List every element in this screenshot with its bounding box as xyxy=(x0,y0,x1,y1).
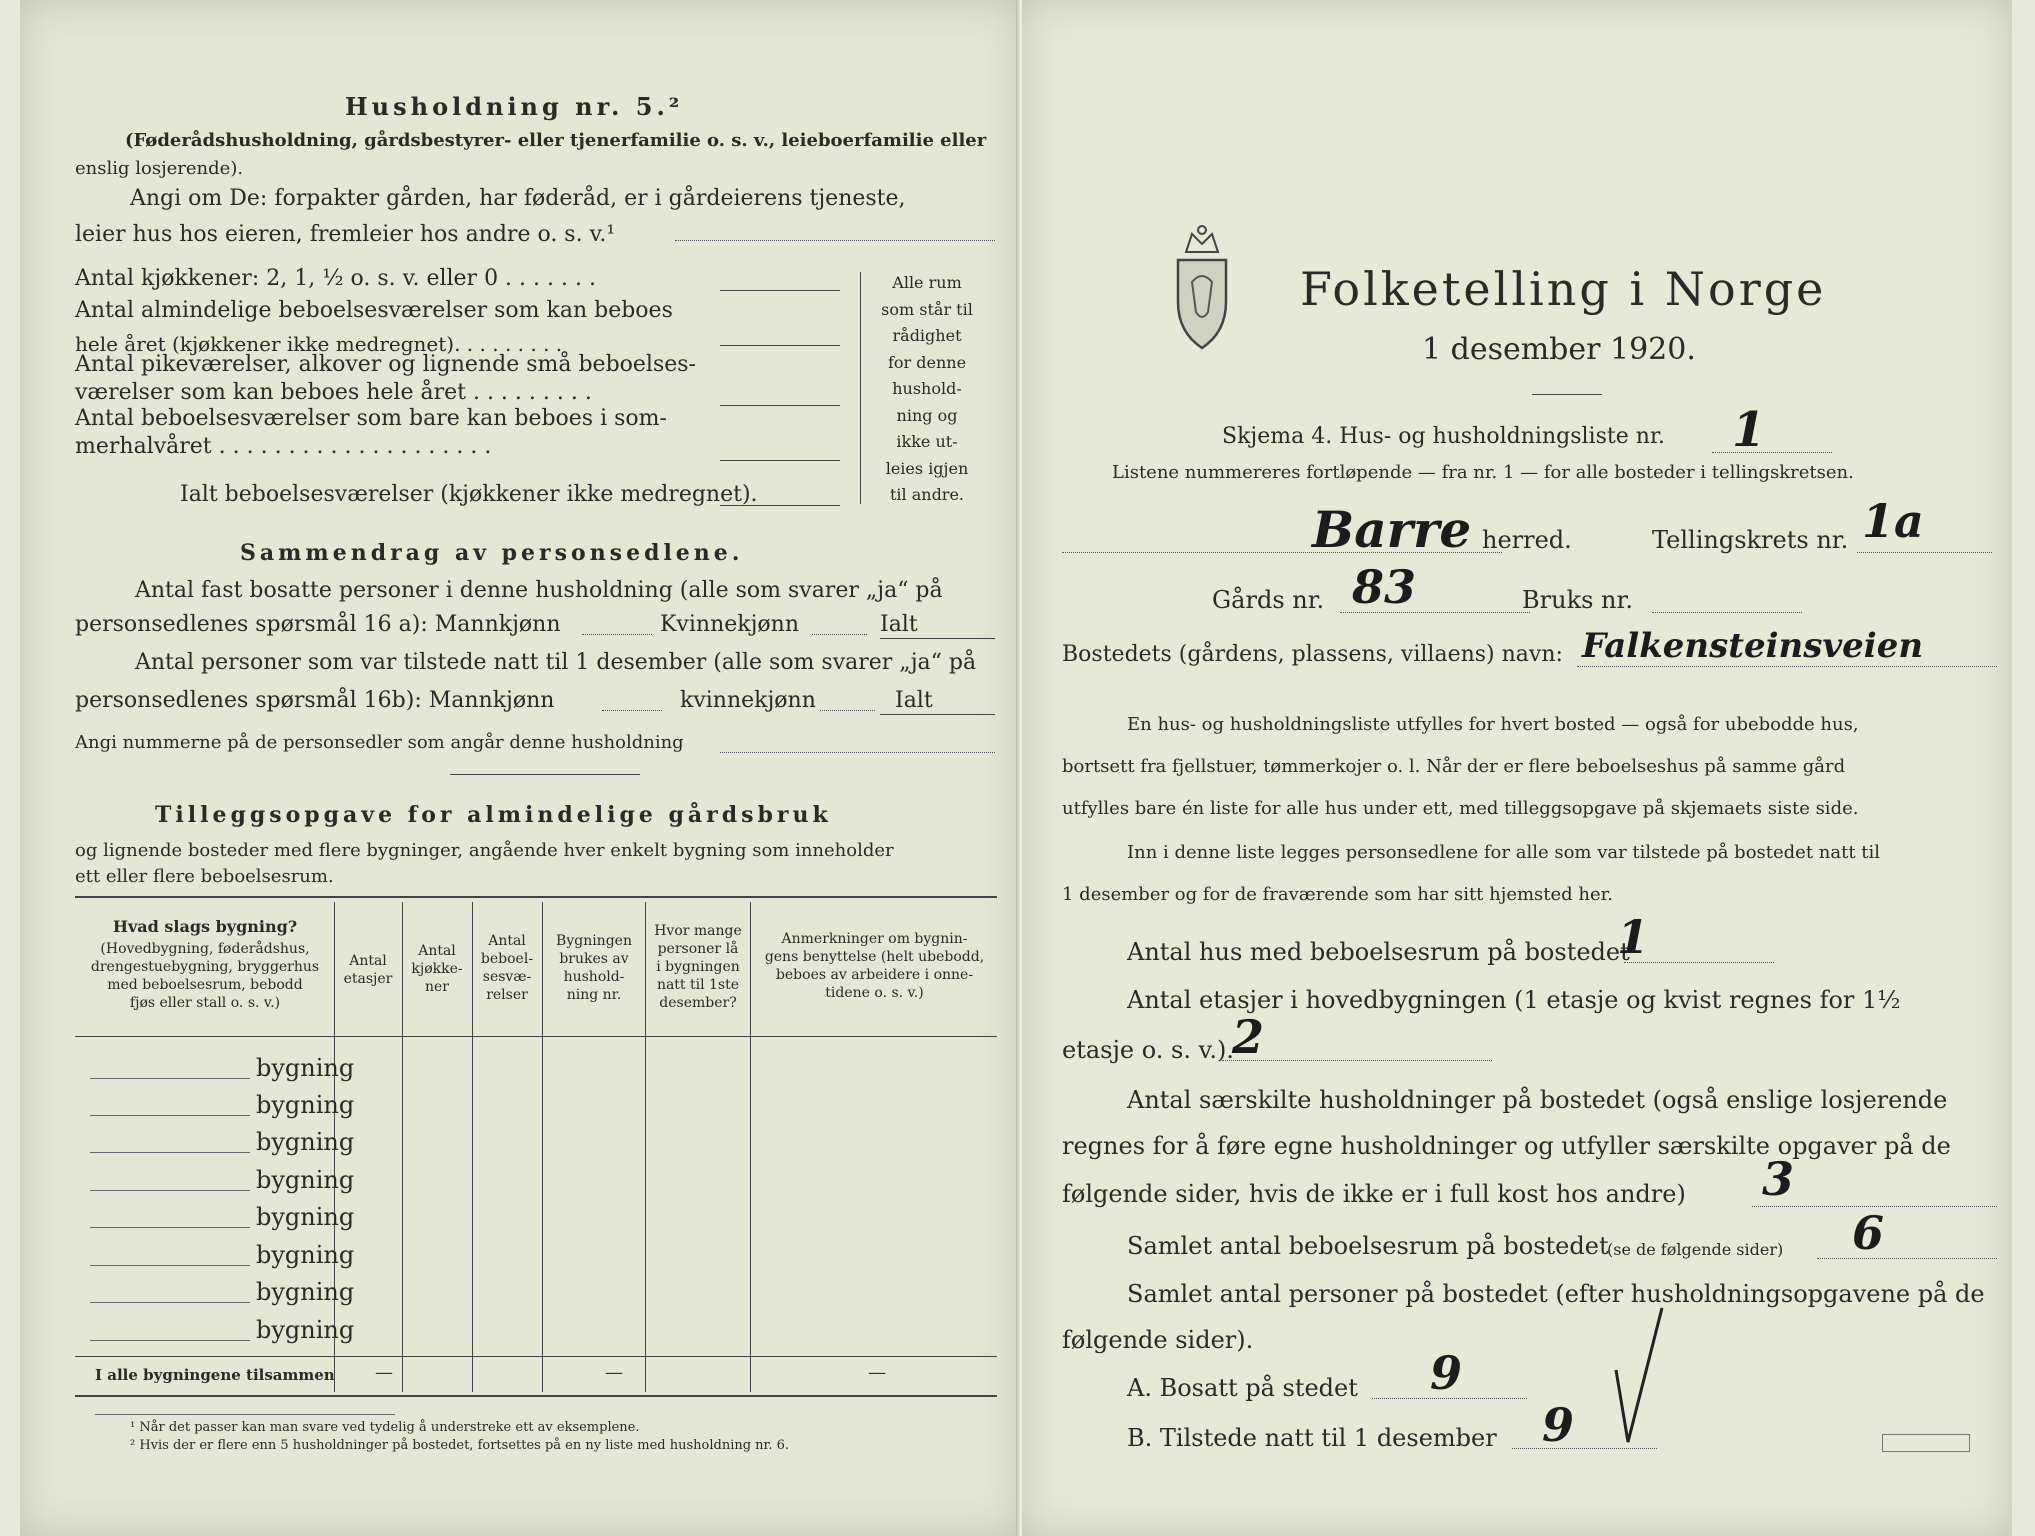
table-row: bygning xyxy=(256,1241,355,1269)
header-rooms: Antal beboel- sesvæ- relser xyxy=(480,933,534,1003)
herred-label: herred. xyxy=(1482,526,1572,554)
maid-rooms-label-1: Antal pikeværelser, alkover og lignende små beboelses- xyxy=(75,352,696,377)
houses-value: 1 xyxy=(1617,910,1650,964)
present-2: personsedlenes spørsmål 16b): Mannkjønn xyxy=(75,688,555,713)
header-remarks: Anmerkninger om bygnin- gens benyttelse (helt ubebodd, beboes av arbeidere i onne- tidene o. s. v.) xyxy=(764,931,985,1001)
bruks-label: Bruks nr. xyxy=(1522,586,1633,614)
resident-value: 9 xyxy=(1430,1346,1463,1400)
numbering-note: Listene nummereres fortløpende — fra nr. 1 — for alle bosteder i tellingskretsen. xyxy=(1112,462,1854,483)
present-1: Antal personer som var tilstede natt til 1 desember (alle som svarer „ja“ på xyxy=(135,650,977,675)
instruction-3: utfylles bare én liste for alle hus under ett, med tilleggsopgave på skjemaets siste side. xyxy=(1062,798,1859,819)
table-row: bygning xyxy=(256,1278,355,1306)
rooms-total-value: 6 xyxy=(1852,1206,1885,1260)
angi-answer-line xyxy=(675,240,995,241)
household-subtitle-1: (Føderådshusholdning, gårdsbestyrer- eller tjenerfamilie o. s. v., leieboerfamilie eller xyxy=(125,130,987,151)
present-value: 9 xyxy=(1542,1398,1575,1452)
table-row: bygning xyxy=(256,1316,355,1344)
krets-label: Tellingskrets nr. xyxy=(1652,526,1849,554)
total-dash: — xyxy=(605,1362,623,1383)
households-label-1: Antal særskilte husholdninger på bostedet (også enslige losjerende xyxy=(1127,1086,1948,1114)
instruction-5: 1 desember og for de fraværende som har sitt hjemsted her. xyxy=(1062,884,1613,905)
header-floors: Antal etasjer xyxy=(343,953,393,987)
schema-label: Skjema 4. Hus- og husholdningsliste nr. xyxy=(1222,424,1665,449)
houses-label: Antal hus med beboelsesrum på bostedet xyxy=(1127,938,1630,966)
census-date: 1 desember 1920. xyxy=(1422,332,1696,367)
footnote-2: ² Hvis der er flere enn 5 husholdninger på bostedet, fortsettes på en ny liste med husholdning nr. 6. xyxy=(130,1438,790,1453)
table-row: bygning xyxy=(256,1166,355,1194)
rooms-total-note: (se de følgende sider) xyxy=(1607,1240,1784,1259)
maid-rooms-label-2: værelser som kan beboes hele året . . . . . . . . . xyxy=(75,380,592,405)
question-angi-2: leier hus hos eieren, fremleier hos andre o. s. v.¹ xyxy=(75,222,616,247)
numbers-note: Angi nummerne på de personsedler som angår denne husholdning xyxy=(75,732,684,753)
schema-value: 1 xyxy=(1732,402,1766,458)
total-dash: — xyxy=(375,1362,393,1383)
floors-label-2: etasje o. s. v.). xyxy=(1062,1036,1234,1064)
fast-total-label: Ialt xyxy=(880,612,918,637)
summer-rooms-label-2: merhalvåret . . . . . . . . . . . . . . . . . . . . xyxy=(75,434,492,459)
present-label: B. Tilstede natt til 1 desember xyxy=(1127,1424,1497,1452)
households-label-2: regnes for å føre egne husholdninger og utfyller særskilte opgaver på de xyxy=(1062,1132,1951,1160)
households-value: 3 xyxy=(1762,1152,1795,1206)
header-kitchens: Antal kjøkke- ner xyxy=(411,943,463,995)
coat-of-arms-icon xyxy=(1172,222,1232,354)
summer-rooms-label-1: Antal beboelsesværelser som bare kan beboes i som- xyxy=(75,406,667,431)
instruction-4: Inn i denne liste legges personsedlene for alle som var tilstede på bostedet natt til xyxy=(1127,842,1881,863)
rooms-label-2: hele året (kjøkkener ikke medregnet). . . . . . . . . xyxy=(75,332,563,356)
right-page xyxy=(1022,0,2012,1536)
gards-value: 83 xyxy=(1352,560,1417,614)
printer-stamp xyxy=(1882,1434,1970,1452)
total-dash: — xyxy=(868,1362,886,1383)
table-row: bygning xyxy=(256,1203,355,1231)
bosted-label: Bostedets (gårdens, plassens, villaens) navn: xyxy=(1062,642,1563,667)
brace xyxy=(860,272,861,504)
instruction-1: En hus- og husholdningsliste utfylles for hvert bosted — også for ubebodde hus, xyxy=(1127,714,1859,735)
header-persons: Hvor mange personer lå i bygningen natt til 1ste desember? xyxy=(654,923,742,1011)
fast-residents-2: personsedlenes spørsmål 16 a): Mannkjønn xyxy=(75,612,561,637)
rooms-total-label: Samlet antal beboelsesrum på bostedet xyxy=(1127,1232,1609,1260)
summary-title: Sammendrag av personsedlene. xyxy=(240,540,744,566)
persons-label-1: Samlet antal personer på bostedet (efter husholdningsopgavene på de xyxy=(1127,1280,1985,1308)
kitchens-label: Antal kjøkkener: 2, 1, ½ o. s. v. eller 0 . . . . . . . xyxy=(75,266,596,291)
header-used-by: Bygningen brukes av hushold- ning nr. xyxy=(556,933,632,1003)
present-total-label: Ialt xyxy=(895,688,933,713)
question-angi-1: Angi om De: forpakter gården, har føderåd, er i gårdeierens tjeneste, xyxy=(130,186,906,211)
total-rooms-label: Ialt beboelsesværelser (kjøkkener ikke medregnet). xyxy=(180,482,758,507)
bosted-value: Falkensteinsveien xyxy=(1582,626,1924,666)
herred-value: Barre xyxy=(1312,500,1472,559)
census-title: Folketelling i Norge xyxy=(1300,262,1827,316)
present-female-label: kvinnekjønn xyxy=(680,688,816,713)
krets-value: 1a xyxy=(1862,494,1924,548)
households-label-3: følgende sider, hvis de ikke er i full kost hos andre) xyxy=(1062,1180,1686,1208)
side-note: Alle rum som står til rådighet for denne hushold- ning og ikke ut- leies igjen til andre. xyxy=(881,273,973,504)
persons-label-2: følgende sider). xyxy=(1062,1326,1254,1354)
table-row: bygning xyxy=(256,1091,355,1119)
total-row-label: I alle bygningene tilsammen xyxy=(95,1366,335,1384)
rooms-label-1: Antal almindelige beboelsesværelser som kan beboes xyxy=(75,298,673,323)
left-page xyxy=(20,0,1020,1536)
household-subtitle-2: enslig losjerende). xyxy=(75,158,244,179)
footnote-1: ¹ Når det passer kan man svare ved tydelig å understreke ett av eksemplene. xyxy=(130,1420,640,1435)
separator xyxy=(450,774,640,775)
fast-female-label: Kvinnekjønn xyxy=(660,612,799,637)
addendum-1: og lignende bosteder med flere bygninger, angående hver enkelt bygning som inneholder xyxy=(75,840,894,861)
fast-residents-1: Antal fast bosatte personer i denne husholdning (alle som svarer „ja“ på xyxy=(135,578,943,603)
header-building-type: Hvad slags bygning? (Hovedbygning, føderådshus, drengestuebygning, bryggerhus med beboelsesrum, bebodd fjøs eller stall o. s. v.) xyxy=(90,917,320,1011)
table-row: bygning xyxy=(256,1128,355,1156)
gards-label: Gårds nr. xyxy=(1212,586,1325,614)
instruction-2: bortsett fra fjellstuer, tømmerkojer o. l. Når der er flere beboelseshus på samme gård xyxy=(1062,756,1846,777)
addendum-2: ett eller flere beboelsesrum. xyxy=(75,866,334,887)
household-title: Husholdning nr. 5.² xyxy=(345,92,684,121)
addendum-title: Tilleggsopgave for almindelige gårdsbruk xyxy=(155,802,832,828)
floors-value: 2 xyxy=(1232,1010,1265,1064)
floors-label-1: Antal etasjer i hovedbygningen (1 etasje og kvist regnes for 1½ xyxy=(1127,986,1901,1014)
table-row: bygning xyxy=(256,1054,355,1082)
checkmark-icon xyxy=(1610,1300,1670,1460)
resident-label: A. Bosatt på stedet xyxy=(1127,1374,1358,1402)
